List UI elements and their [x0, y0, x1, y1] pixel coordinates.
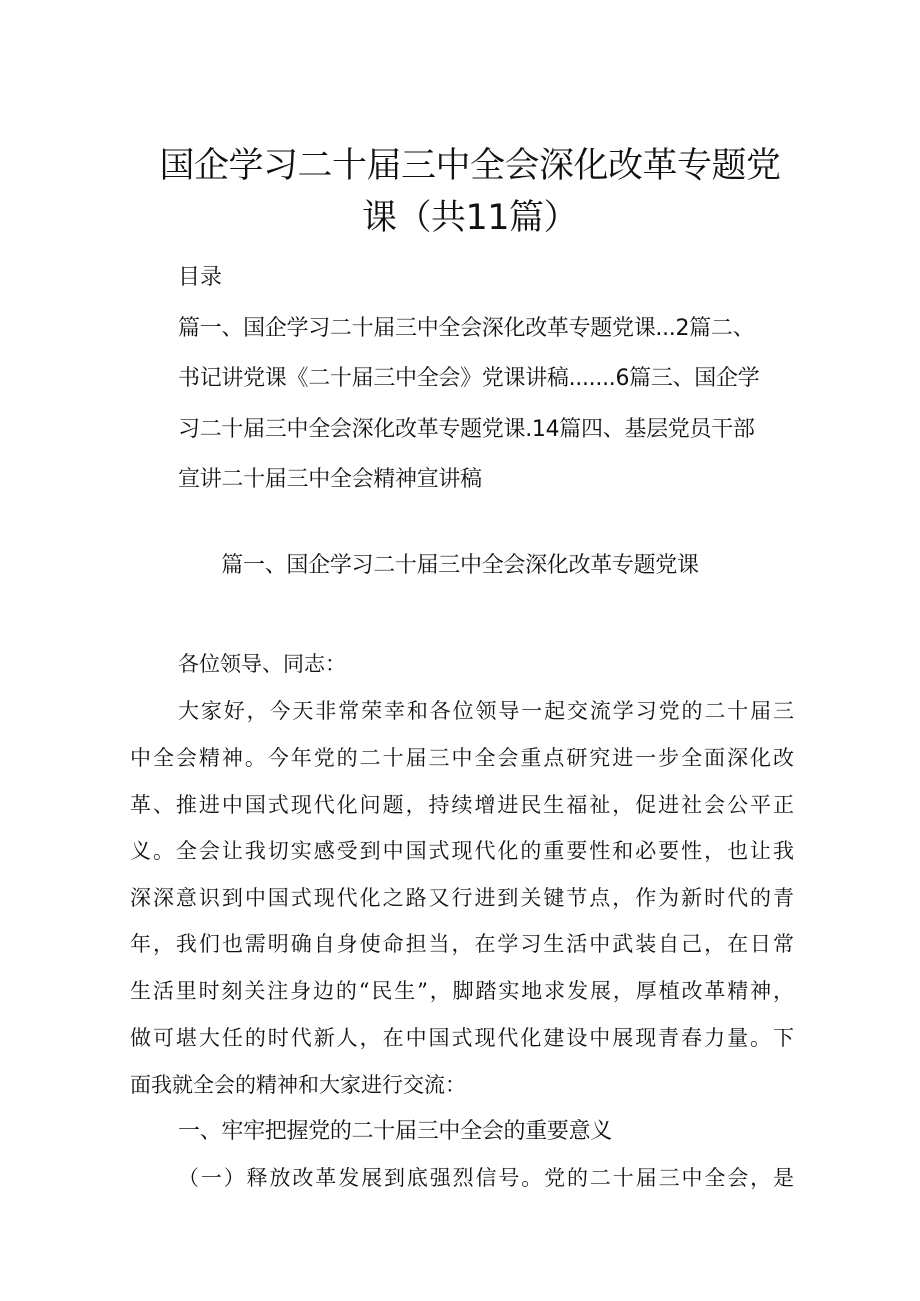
- toc-line: 宣讲二十届三中全会精神宣讲稿: [178, 467, 482, 492]
- document-title-line-1: 国企学习二十届三中全会深化改革专题党: [159, 146, 781, 186]
- toc-line: 篇一、国企学习二十届三中全会深化改革专题党课...2篇二、: [178, 316, 755, 341]
- paragraph-line: 面我就全会的精神和大家进行交流：: [130, 1073, 466, 1097]
- paragraph-line: （一）释放改革发展到底强烈信号。党的二十届三中全会，是: [178, 1166, 794, 1190]
- toc-line: 习二十届三中全会深化改革专题党课.14篇四、基层党员干部: [178, 417, 755, 442]
- subheading: 一、牢牢把握党的二十届三中全会的重要意义: [178, 1119, 613, 1144]
- paragraph-line: 生活里时刻关注身边的“民生”，脚踏实地求发展，厚植改革精神，: [130, 979, 794, 1003]
- paragraph-line: 深深意识到中国式现代化之路又行进到关键节点，作为新时代的青: [130, 886, 794, 910]
- paragraph-line: 义。全会让我切实感受到中国式现代化的重要性和必要性，也让我: [130, 839, 794, 863]
- paragraph-line: 年，我们也需明确自身使命担当，在学习生活中武装自己，在日常: [130, 932, 794, 956]
- salutation: 各位领导、同志：: [178, 652, 346, 676]
- section-title: 篇一、国企学习二十届三中全会深化改革专题党课: [221, 553, 699, 578]
- paragraph-line: 大家好，今天非常荣幸和各位领导一起交流学习党的二十届三: [178, 699, 794, 723]
- paragraph-line: 做可堪大任的时代新人，在中国式现代化建设中展现青春力量。下: [130, 1026, 794, 1050]
- toc-line: 书记讲党课《二十届三中全会》党课讲稿.......6篇三、国企学: [178, 366, 760, 391]
- document-title-line-2: 课（共11篇）: [361, 198, 579, 238]
- paragraph-line: 中全会精神。今年党的二十届三中全会重点研究进一步全面深化改: [130, 746, 794, 770]
- paragraph-line: 革、推进中国式现代化问题，持续增进民生福祉，促进社会公平正: [130, 793, 794, 817]
- toc-heading: 目录: [178, 265, 223, 290]
